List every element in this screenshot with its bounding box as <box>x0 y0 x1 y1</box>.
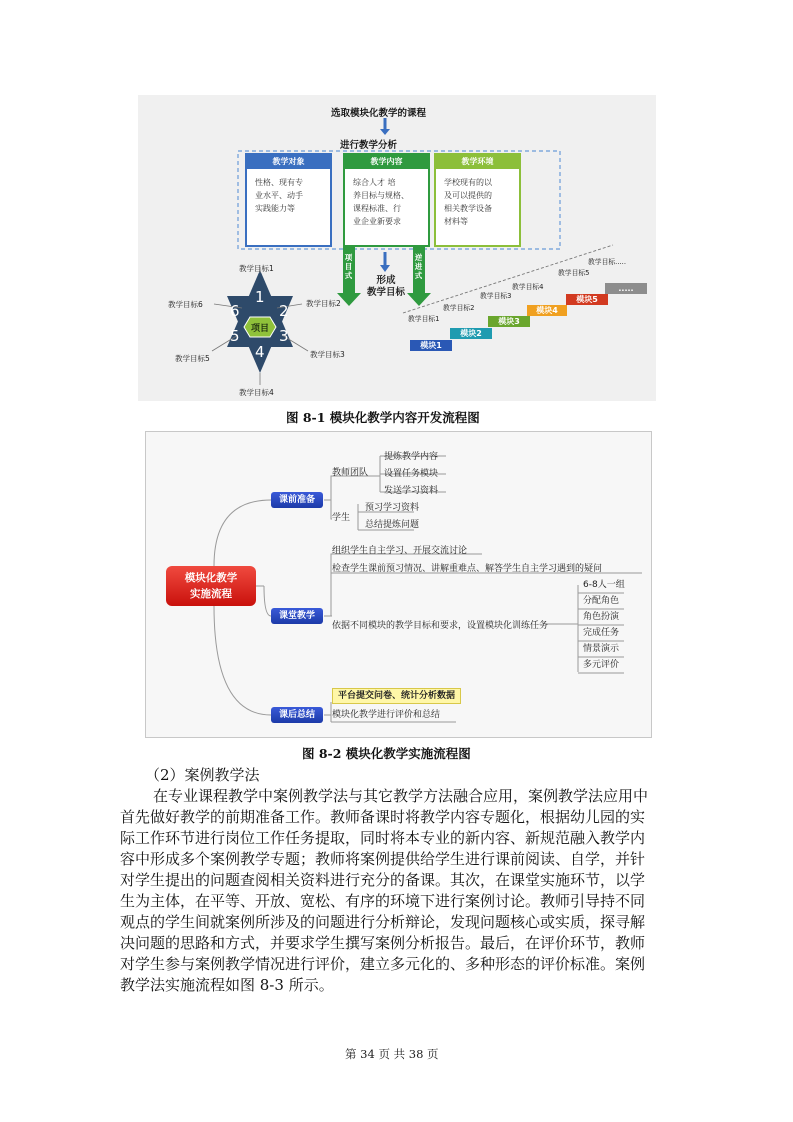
star-goal-5: 教学目标5 <box>175 354 210 363</box>
stair-module-5: 模块5 <box>566 294 608 305</box>
paragraph-line: 容中形成多个案例教学专题；教师将案例提供给学生进行课前阅读、自学，并针 <box>120 850 646 868</box>
category-in-class: 课堂教学 <box>271 608 323 624</box>
post-item-2: 模块化教学进行评价和总结 <box>332 710 441 720</box>
box-header: 教学环境 <box>436 155 519 169</box>
stair-goal-3: 教学目标3 <box>480 292 512 300</box>
stair-goal-5: 教学目标5 <box>558 269 590 277</box>
box-teaching-environment <box>434 153 521 247</box>
star-goal-1: 教学目标1 <box>239 264 274 273</box>
star-goal-3: 教学目标3 <box>310 350 345 359</box>
student-item-1: 预习学习资料 <box>365 503 420 513</box>
category-post-class: 课后总结 <box>271 707 323 723</box>
paragraph-line: 生为主体，在平等、开放、宽松、有序的环境下进行案例讨论。教师引导持不同 <box>120 892 646 910</box>
box-text: 学校现有的以 及可以提供的 相关教学设备 材料等 <box>444 178 492 226</box>
paragraph-line: 决问题的思路和方式，并要求学生撰写案例分析报告。最后，在评价环节，教师 <box>120 934 646 952</box>
star-number-6: 6 <box>230 302 240 320</box>
star-goal-4: 教学目标4 <box>239 388 274 397</box>
box-header: 教学内容 <box>345 155 428 169</box>
teacher-team-label: 教师团队 <box>332 468 369 478</box>
section-heading: （2）案例教学法 <box>145 766 260 784</box>
class-item-2: 检查学生课前预习情况、讲解重难点、解答学生自主学习遇到的疑问 <box>332 564 603 574</box>
stair-module-2: 模块2 <box>450 328 492 339</box>
figure2-caption: 图 8-2 模块化教学实施流程图 <box>302 746 471 761</box>
class-item-3: 依据不同模块的教学目标和要求，设置模块化训练任务 <box>332 621 549 631</box>
star-goal-6: 教学目标6 <box>168 300 203 309</box>
select-course-title: 选取模块化教学的课程 <box>331 108 427 119</box>
stair-goal-more: 教学目标..... <box>588 258 626 266</box>
figure-implementation-flow <box>145 431 652 738</box>
star-number-1: 1 <box>255 288 265 306</box>
page-footer: 第 34 页 共 38 页 <box>345 1047 439 1061</box>
paragraph-line: 际工作环节进行岗位工作任务提取，同时将本专业的新内容、新规范融入教学内 <box>120 829 646 847</box>
post-item-highlight: 平台提交问卷、统计分析数据 <box>332 688 461 704</box>
figure-content-development-flow <box>138 95 656 401</box>
stair-module-4: 模块4 <box>527 305 567 316</box>
star-goal-2: 教学目标2 <box>306 299 341 308</box>
task-item-5: 情景演示 <box>583 644 620 654</box>
box-text: 性格、现有专 业水平、动手 实践能力等 <box>255 178 303 213</box>
teacher-item-3: 发送学习资料 <box>384 486 439 496</box>
class-item-1: 组织学生自主学习、开展交流讨论 <box>332 546 468 556</box>
form-goals-label: 形成 教学目标 <box>366 275 405 298</box>
figure1-caption: 图 8-1 模块化教学内容开发流程图 <box>286 410 480 425</box>
stair-module-1: 模块1 <box>410 340 452 351</box>
stair-goal-1: 教学目标1 <box>408 315 440 323</box>
task-item-2: 分配角色 <box>583 596 620 606</box>
box-text: 综合人才 培 养目标与规格、 课程标准、行 业企业新要求 <box>353 178 409 226</box>
stair-goal-4: 教学目标4 <box>512 283 544 291</box>
analysis-title: 进行教学分析 <box>340 140 398 151</box>
stair-goal-2: 教学目标2 <box>443 304 475 312</box>
student-label: 学生 <box>332 513 351 523</box>
star-number-5: 5 <box>230 327 240 345</box>
paragraph-line: 教学法实施流程如图 8-3 所示。 <box>120 976 334 994</box>
stair-module-more: ..... <box>605 283 647 294</box>
category-pre-class: 课前准备 <box>271 492 323 508</box>
box-header: 教学对象 <box>247 155 330 169</box>
task-item-1: 6-8人一组 <box>583 580 625 590</box>
paragraph-line: 观点的学生间就案例所涉及的问题进行分析辩论，发现问题核心或实质，探寻解 <box>120 913 646 931</box>
stair-module-3: 模块3 <box>488 316 530 327</box>
left-arrow-label: 项目式 <box>344 253 353 280</box>
paragraph-line: 首先做好教学的前期准备工作。教师备课时将教学内容专题化，根据幼儿园的实 <box>120 808 646 826</box>
task-item-3: 角色扮演 <box>583 612 620 622</box>
task-item-6: 多元评价 <box>583 660 620 670</box>
right-arrow-label: 逆进式 <box>414 253 423 280</box>
box-teaching-object <box>245 153 332 247</box>
paragraph-line: 在专业课程教学中案例教学法与其它教学方法融合应用，案例教学法应用中 <box>153 787 649 805</box>
hub-label: 项目 <box>250 324 269 334</box>
paragraph-line: 对学生参与案例教学情况进行评价，建立多元化的、多种形态的评价标准。案例 <box>120 955 646 973</box>
star-number-3: 3 <box>279 327 289 345</box>
student-item-2: 总结提炼问题 <box>365 520 420 530</box>
teacher-item-1: 提炼教学内容 <box>384 452 439 462</box>
root-node: 模块化教学 实施流程 <box>166 566 256 606</box>
task-item-4: 完成任务 <box>583 628 620 638</box>
paragraph-line: 对学生提出的问题查阅相关资料进行充分的备课。其次，在课堂实施环节，以学 <box>120 871 646 889</box>
box-teaching-content <box>343 153 430 247</box>
star-number-4: 4 <box>255 343 265 361</box>
teacher-item-2: 设置任务模块 <box>384 469 439 479</box>
star-number-2: 2 <box>279 302 289 320</box>
